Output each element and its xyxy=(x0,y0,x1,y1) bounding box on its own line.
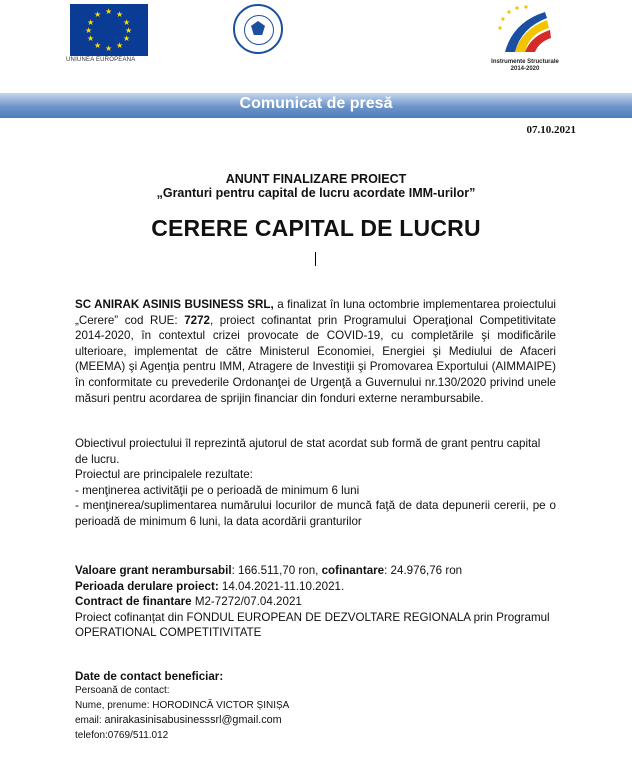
press-release-banner xyxy=(0,93,632,118)
objective-line: Obiectivul proiectului îl reprezintă ajutorul de stat acordat sub formă de grant pentru capital de lucru. xyxy=(75,437,541,466)
objective-paragraph xyxy=(75,436,556,530)
cofinancing-note: Proiect cofinanțat din FONDUL EUROPEAN DE DEZVOLTARE REGIONALA prin Programul OPERATIONAL COMPETITIVITATE xyxy=(75,610,550,639)
government-seal-logo xyxy=(233,4,283,54)
contact-heading: Date de contact beneficiar: xyxy=(75,670,224,683)
release-date: 07.10.2021 xyxy=(526,124,576,136)
contact-details: Date de contact beneficiar: Persoană de contact: Nume, prenume: HORODINCĂ VICTOR ȘINIȘA email: anirakasinisabusinesssrl@gmail.com telefon:0769/511.012 xyxy=(75,669,556,743)
announcement-heading: ANUNT FINALIZARE PROIECT xyxy=(225,172,407,186)
result-item: - menţinerea/suplimentarea numărului locurilor de muncă faţă de data depunerii cererii, pe o perioadă de minimum 6 luni, la data acordării granturilor xyxy=(75,499,556,528)
eu-flag-logo: ★ ★ ★ ★ ★ ★ ★ ★ ★ ★ ★ ★ xyxy=(70,4,148,56)
project-title: CERERE CAPITAL DE LUCRU xyxy=(151,215,481,241)
contact-name: Nume, prenume: HORODINCĂ VICTOR ȘINIȘA xyxy=(75,699,290,711)
eu-label: UNIUNEA EUROPEANĂ xyxy=(66,57,136,63)
financial-details: Valoare grant nerambursabil: 166.511,70 ron, cofinantare: 24.976,76 ron Perioada derulare proiect: 14.04.2021-11.10.2021. Contract de finantare M2-7272/07.04.2021 Proiect cofinanțat din FONDUL EUROPEAN DE DEZVOLTARE REGIONALA prin Programul OPERATIONAL COMPETITIVITATE xyxy=(75,563,556,641)
structural-instruments-label: Instrumente Structurale 2014-2020 xyxy=(491,59,559,72)
contact-phone: telefon:0769/511.012 xyxy=(75,729,169,741)
header-logos xyxy=(0,0,632,90)
text-cursor xyxy=(315,252,316,266)
banner-title: Comunicat de presă xyxy=(239,95,393,112)
announcement-subheading: „Granturi pentru capital de lucru acordate IMM-urilor” xyxy=(156,186,476,200)
intro-paragraph: SC ANIRAK ASINIS BUSINESS SRL, a finalizat în luna octombrie implementarea proiectului „Cerere” cod RUE: 7272, proiect cofinantat prin Programului Operaţional Competitivitate 2014-2020, în contextul crizei provocate de COVID-19, cu completările şi modificările ulterioare, implementat de către Ministerul Economiei, Energiei şi Mediului de Afaceri (MEEMA) şi Agenţia pentru IMM, Atragere de Investiţii şi Promovarea Exportului (AIMMAIPE) în conformitate cu prevederile Ordonanţei de Urgenţă a Guvernului nr.130/2020 privind unele măsuri pentru acordarea de sprijin financiar din fonduri externe nerambursabile. xyxy=(75,298,557,405)
contact-person-label: Persoană de contact: xyxy=(75,685,170,696)
structural-instruments-logo xyxy=(495,4,555,54)
results-heading: Proiectul are principalele rezultate: xyxy=(75,468,253,482)
contact-email[interactable]: anirakasinisabusinesssrl@gmail.com xyxy=(104,714,282,726)
company-name: SC ANIRAK ASINIS BUSINESS SRL, xyxy=(75,298,274,311)
result-item: - menţinerea activităţii pe o perioadă de minimum 6 luni xyxy=(75,483,360,497)
rue-code: 7272 xyxy=(184,313,210,327)
